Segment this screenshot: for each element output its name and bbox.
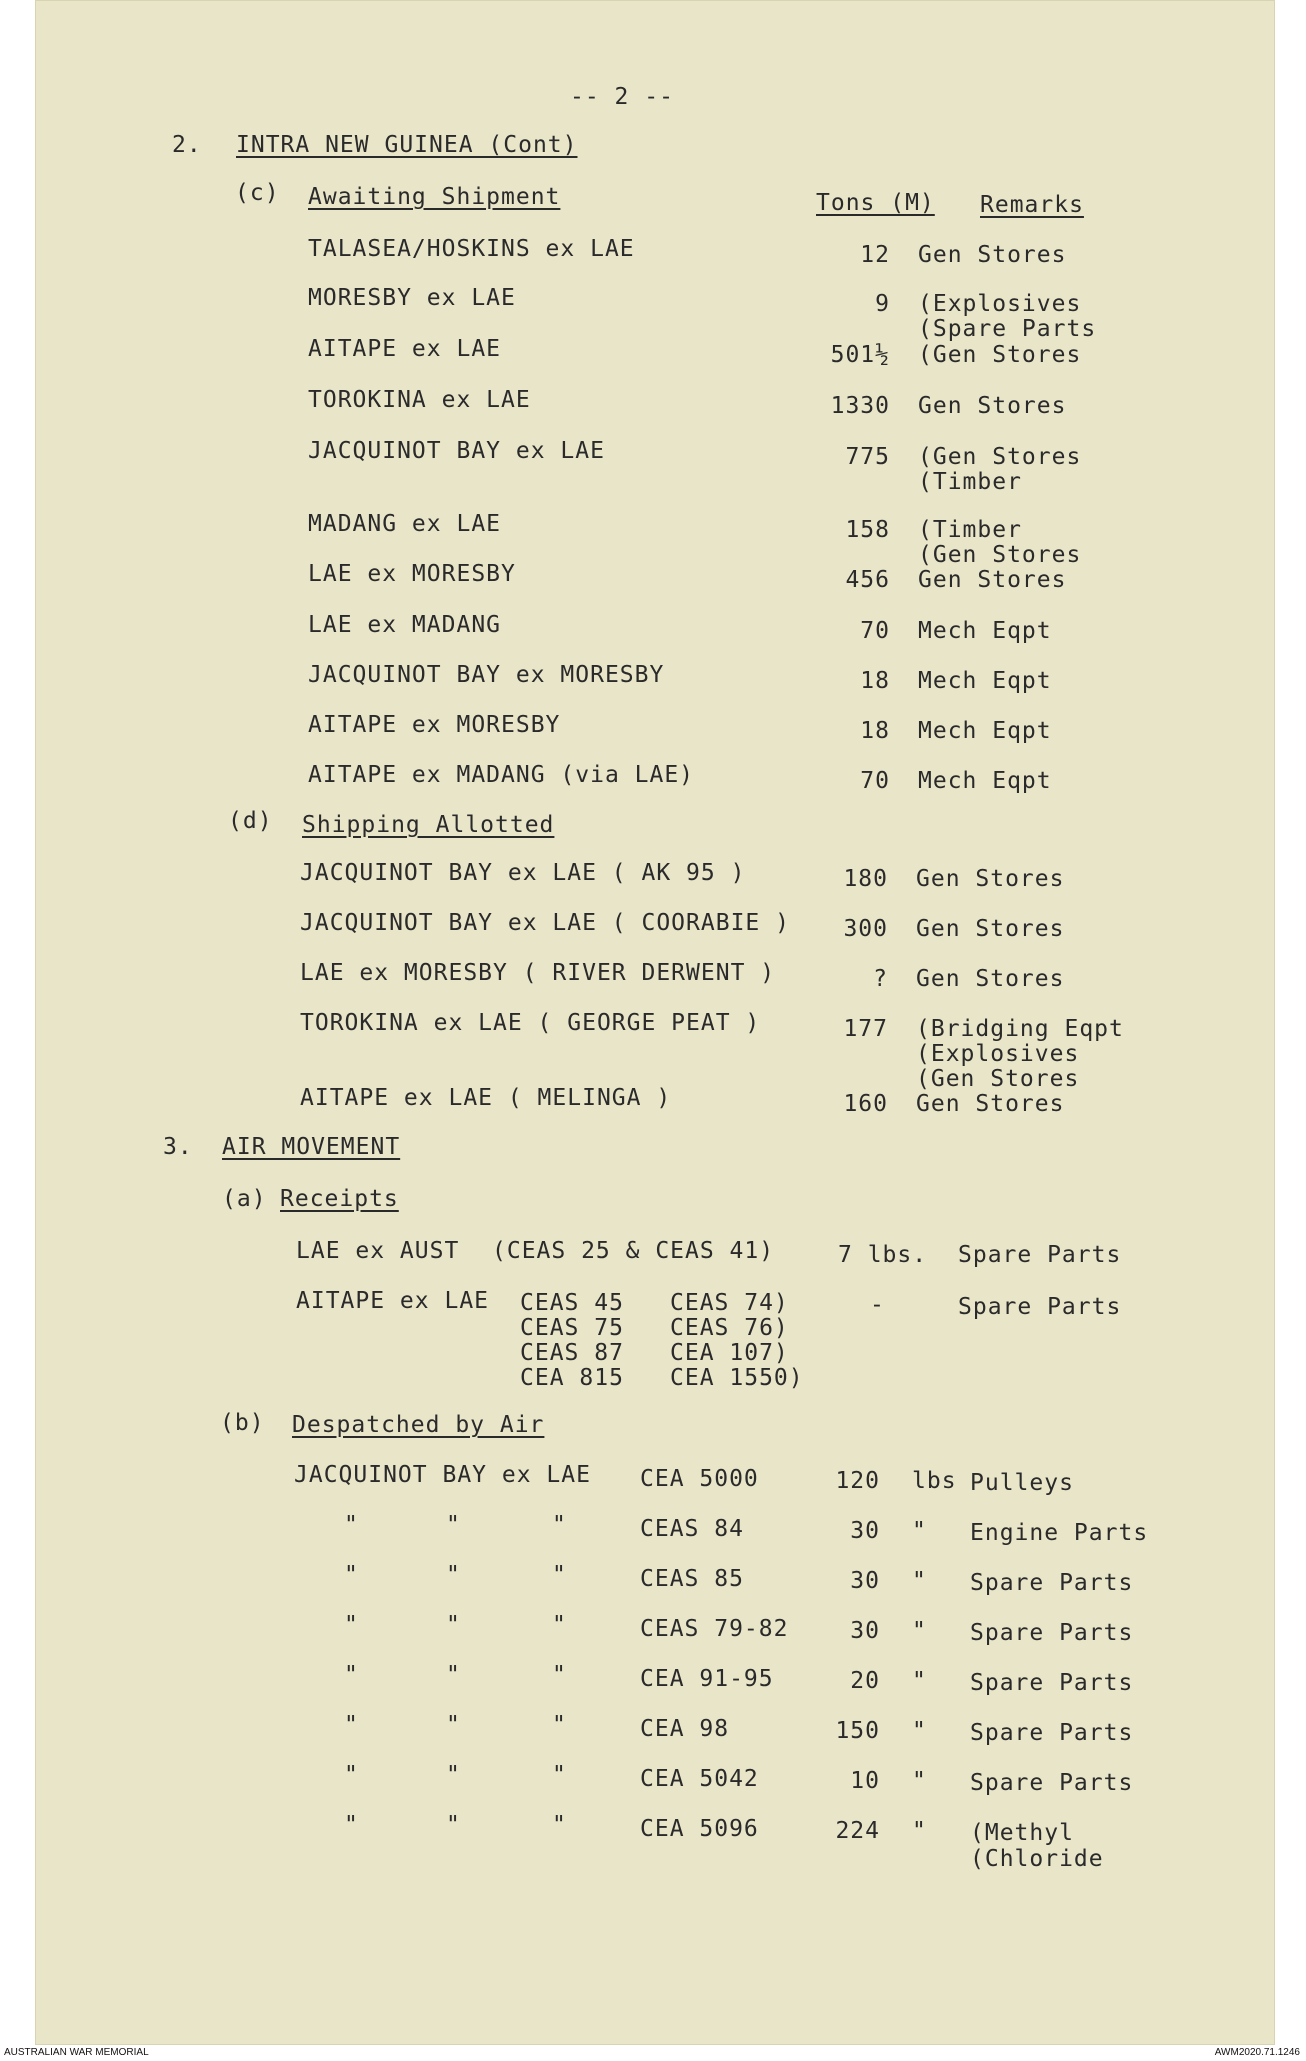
awaiting-route: MORESBY ex LAE [308, 285, 516, 311]
awaiting-tons: 12 [860, 242, 890, 268]
subsection-c-title: Awaiting Shipment [308, 184, 561, 210]
despatch-unit: " [912, 1618, 927, 1644]
despatch-remarks: Pulleys [970, 1470, 1074, 1496]
despatch-remarks: (Methyl [970, 1820, 1074, 1846]
section-2-title: INTRA NEW GUINEA (Cont) [236, 132, 578, 158]
awaiting-tons: 18 [860, 668, 890, 694]
allotted-remarks: Gen Stores [916, 866, 1065, 892]
receipt-remarks: Spare Parts [958, 1294, 1122, 1320]
column-header-tons: Tons (M) [816, 190, 935, 216]
awaiting-remarks: Gen Stores [918, 567, 1067, 593]
despatch-unit: " [912, 1818, 927, 1844]
awaiting-route: JACQUINOT BAY ex LAE [308, 438, 605, 464]
despatch-unit: " [912, 1718, 927, 1744]
allotted-remarks: Gen Stores [916, 966, 1065, 992]
allotted-remarks: Gen Stores [916, 1091, 1065, 1117]
awaiting-route: AITAPE ex MADANG (via LAE) [308, 762, 695, 788]
awaiting-remarks: (Explosives [918, 291, 1082, 317]
awaiting-route: LAE ex MORESBY [308, 561, 516, 587]
receipt-route: AITAPE ex LAE [296, 1288, 490, 1314]
allotted-tons: 177 [843, 1016, 888, 1042]
ditto-mark: " [552, 1512, 567, 1538]
despatch-ref: CEAS 79-82 [640, 1616, 789, 1642]
awaiting-tons: 70 [860, 618, 890, 644]
awaiting-remarks: Mech Eqpt [918, 668, 1052, 694]
despatch-unit: " [912, 1568, 927, 1594]
despatch-ref: CEA 91-95 [640, 1666, 774, 1692]
awaiting-tons: 70 [860, 768, 890, 794]
section-2-number: 2. [172, 132, 202, 158]
allotted-route: JACQUINOT BAY ex LAE ( COORABIE ) [300, 910, 790, 936]
receipt-ref: CEAS 76) [670, 1315, 789, 1341]
subsection-a-title: Receipts [280, 1186, 399, 1212]
awaiting-route: JACQUINOT BAY ex MORESBY [308, 662, 665, 688]
subsection-d-label: (d) [228, 808, 273, 834]
subsection-a-label: (a) [222, 1186, 267, 1212]
despatch-ref: CEA 5096 [640, 1816, 759, 1842]
ditto-mark: " [552, 1612, 567, 1638]
despatch-remarks: Spare Parts [970, 1620, 1134, 1646]
despatch-qty: 224 [835, 1818, 880, 1844]
awaiting-remarks: Mech Eqpt [918, 718, 1052, 744]
allotted-remarks: (Gen Stores [916, 1066, 1080, 1092]
receipt-remarks: Spare Parts [958, 1242, 1122, 1268]
receipt-qty: 7 lbs. [838, 1242, 928, 1268]
footer-archive-name: AUSTRALIAN WAR MEMORIAL [4, 2047, 149, 2058]
ditto-mark: " [344, 1562, 359, 1588]
receipt-refs: (CEAS 25 & CEAS 41) [492, 1238, 775, 1264]
receipt-qty: - [870, 1292, 885, 1318]
ditto-mark: " [344, 1662, 359, 1688]
awaiting-remarks: Mech Eqpt [918, 768, 1052, 794]
ditto-mark: " [552, 1562, 567, 1588]
ditto-mark: " [344, 1512, 359, 1538]
awaiting-remarks: (Gen Stores [918, 542, 1082, 568]
subsection-c-label: (c) [235, 180, 280, 206]
allotted-route: JACQUINOT BAY ex LAE ( AK 95 ) [300, 860, 746, 886]
ditto-mark: " [446, 1812, 461, 1838]
column-header-remarks: Remarks [980, 192, 1084, 218]
awaiting-route: LAE ex MADANG [308, 612, 502, 638]
ditto-mark: " [552, 1712, 567, 1738]
despatch-qty: 150 [835, 1718, 880, 1744]
allotted-tons: ? [873, 966, 888, 992]
awaiting-route: TALASEA/HOSKINS ex LAE [308, 236, 635, 262]
subsection-b-title: Despatched by Air [292, 1412, 545, 1438]
receipt-ref: CEAS 87 [520, 1340, 624, 1366]
ditto-mark: " [446, 1662, 461, 1688]
awaiting-remarks: (Gen Stores [918, 342, 1082, 368]
ditto-mark: " [552, 1812, 567, 1838]
awaiting-tons: 1330 [830, 393, 890, 419]
despatch-remarks: (Chloride [970, 1846, 1104, 1872]
despatch-remarks: Spare Parts [970, 1770, 1134, 1796]
awaiting-remarks: Gen Stores [918, 393, 1067, 419]
ditto-mark: " [344, 1712, 359, 1738]
ditto-mark: " [344, 1762, 359, 1788]
awaiting-remarks: Gen Stores [918, 242, 1067, 268]
receipt-ref: CEAS 45 [520, 1290, 624, 1316]
receipt-ref: CEA 815 [520, 1365, 624, 1391]
ditto-mark: " [344, 1612, 359, 1638]
awaiting-tons: 501½ [830, 342, 890, 368]
allotted-tons: 180 [843, 866, 888, 892]
awaiting-tons: 18 [860, 718, 890, 744]
ditto-mark: " [446, 1562, 461, 1588]
despatch-qty: 30 [850, 1568, 880, 1594]
despatch-ref: CEAS 84 [640, 1516, 744, 1542]
despatch-unit: " [912, 1518, 927, 1544]
section-3-number: 3. [163, 1134, 193, 1160]
despatch-ref: CEA 5000 [640, 1466, 759, 1492]
ditto-mark: " [552, 1762, 567, 1788]
awaiting-remarks: Mech Eqpt [918, 618, 1052, 644]
despatch-route: JACQUINOT BAY ex LAE [294, 1462, 591, 1488]
despatch-ref: CEAS 85 [640, 1566, 744, 1592]
ditto-mark: " [344, 1812, 359, 1838]
allotted-tons: 300 [843, 916, 888, 942]
allotted-route: TOROKINA ex LAE ( GEORGE PEAT ) [300, 1010, 761, 1036]
despatch-ref: CEA 5042 [640, 1766, 759, 1792]
allotted-route: AITAPE ex LAE ( MELINGA ) [300, 1085, 672, 1111]
allotted-remarks: Gen Stores [916, 916, 1065, 942]
receipt-ref: CEA 107) [670, 1340, 789, 1366]
awaiting-tons: 456 [845, 567, 890, 593]
allotted-remarks: (Explosives [916, 1041, 1080, 1067]
despatch-remarks: Spare Parts [970, 1720, 1134, 1746]
ditto-mark: " [446, 1762, 461, 1788]
ditto-mark: " [446, 1712, 461, 1738]
receipt-route: LAE ex AUST [296, 1238, 460, 1264]
allotted-route: LAE ex MORESBY ( RIVER DERWENT ) [300, 960, 776, 986]
despatch-qty: 30 [850, 1518, 880, 1544]
awaiting-route: MADANG ex LAE [308, 511, 502, 537]
allotted-remarks: (Bridging Eqpt [916, 1016, 1124, 1042]
despatch-qty: 30 [850, 1618, 880, 1644]
subsection-d-title: Shipping Allotted [302, 812, 555, 838]
despatch-unit: " [912, 1668, 927, 1694]
awaiting-remarks: (Gen Stores [918, 444, 1082, 470]
awaiting-remarks: (Spare Parts [918, 316, 1097, 342]
receipt-ref: CEAS 74) [670, 1290, 789, 1316]
despatch-remarks: Engine Parts [970, 1520, 1149, 1546]
despatch-qty: 20 [850, 1668, 880, 1694]
despatch-qty: 10 [850, 1768, 880, 1794]
awaiting-route: AITAPE ex MORESBY [308, 712, 561, 738]
awaiting-remarks: (Timber [918, 469, 1022, 495]
awaiting-remarks: (Timber [918, 517, 1022, 543]
despatch-unit: lbs [912, 1468, 957, 1494]
allotted-tons: 160 [843, 1091, 888, 1117]
awaiting-tons: 9 [875, 291, 890, 317]
awaiting-tons: 775 [845, 444, 890, 470]
awaiting-route: AITAPE ex LAE [308, 336, 502, 362]
ditto-mark: " [446, 1612, 461, 1638]
despatch-remarks: Spare Parts [970, 1570, 1134, 1596]
ditto-mark: " [446, 1512, 461, 1538]
section-3-title: AIR MOVEMENT [222, 1134, 401, 1160]
despatch-unit: " [912, 1768, 927, 1794]
despatch-qty: 120 [835, 1468, 880, 1494]
despatch-ref: CEA 98 [640, 1716, 730, 1742]
subsection-b-label: (b) [220, 1410, 265, 1436]
footer-item-id: AWM2020.71.1246 [1214, 2047, 1300, 2058]
receipt-ref: CEA 1550) [670, 1365, 804, 1391]
despatch-remarks: Spare Parts [970, 1670, 1134, 1696]
ditto-mark: " [552, 1662, 567, 1688]
page-number: -- 2 -- [570, 84, 674, 110]
awaiting-tons: 158 [845, 517, 890, 543]
receipt-ref: CEAS 75 [520, 1315, 624, 1341]
awaiting-route: TOROKINA ex LAE [308, 387, 531, 413]
